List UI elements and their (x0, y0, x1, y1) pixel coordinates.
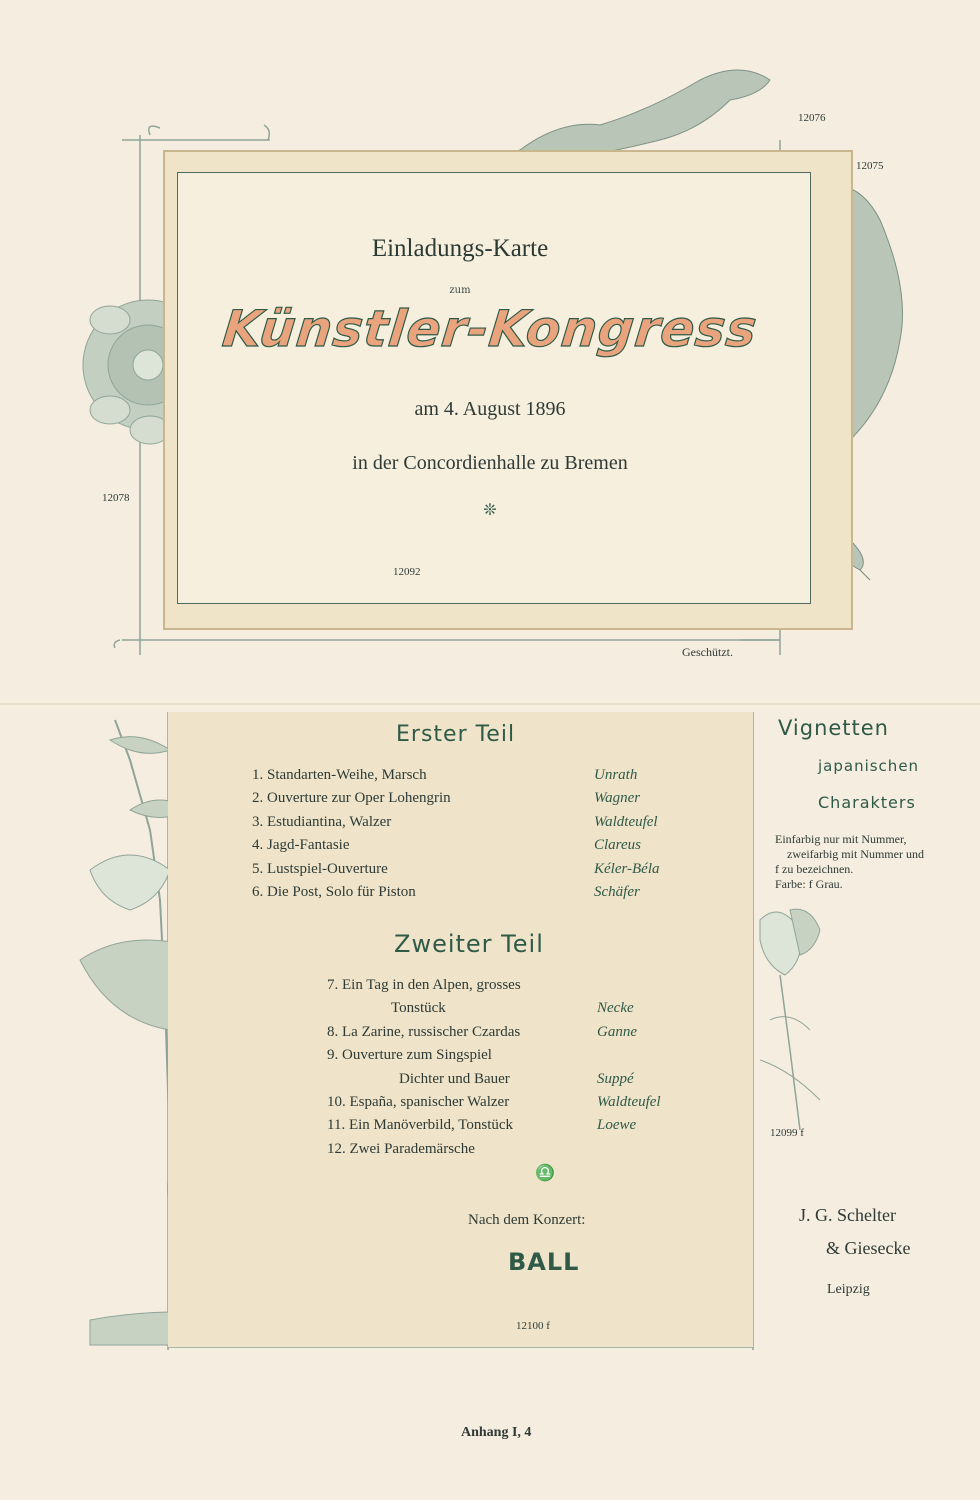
invitation-card (163, 150, 853, 630)
small-ornament-icon: ♎ (535, 1163, 555, 1182)
program-item-title: 5. Lustspiel-Ouverture (252, 860, 388, 877)
list-item (327, 1021, 707, 1044)
program-item-title: 2. Ouverture zur Oper Lohengrin (252, 790, 451, 807)
program-item-composer: Kéler-Béla (594, 860, 660, 877)
vignettes-note-3: f zu bezeichnen. (775, 862, 854, 876)
list-item (252, 834, 682, 857)
part1-list (252, 764, 682, 904)
vignettes-subheading-1: japanischen (818, 757, 920, 775)
list-item (252, 811, 682, 834)
part1-heading: Erster Teil (396, 722, 516, 747)
plate-number-12078: 12078 (102, 492, 130, 504)
list-item (327, 1138, 707, 1161)
plate-number-12100f: 12100 f (516, 1320, 550, 1332)
vignettes-subheading-2: Charakters (818, 793, 916, 812)
program-item-composer: Wagner (594, 790, 641, 807)
part2-list (327, 974, 707, 1161)
list-item (252, 858, 682, 881)
program-item-title: Tonstück (391, 1000, 446, 1017)
protected-note: Geschützt. (682, 645, 733, 659)
after-concert-text: Nach dem Konzert: (468, 1212, 586, 1228)
footer-appendix: Anhang I, 4 (461, 1425, 532, 1440)
program-item-composer: Clareus (594, 837, 641, 854)
program-item-composer: Waldteufel (594, 813, 658, 830)
program-item-composer: Unrath (594, 767, 638, 783)
ornament-star-icon: ❊ (483, 500, 497, 519)
program-item-composer: Suppé (597, 1070, 634, 1087)
publisher-city: Leipzig (827, 1282, 870, 1297)
plate-number-12076: 12076 (798, 112, 826, 124)
program-item-title: 11. Ein Manöverbild, Tonstück (327, 1117, 514, 1134)
vignettes-note-4: Farbe: f Grau. (775, 877, 843, 891)
program-item-composer: Schäfer (594, 883, 640, 900)
list-item (327, 1044, 707, 1067)
plate-number-12099f: 12099 f (770, 1127, 804, 1139)
list-item (327, 974, 707, 997)
program-item-title: Dichter und Bauer (399, 1070, 510, 1087)
program-item-title: 3. Estudiantina, Walzer (252, 813, 392, 830)
program-item-composer: Necke (597, 1000, 634, 1017)
list-item (252, 881, 682, 904)
main-title: Künstler-Kongress (219, 300, 761, 358)
plate-number-12092: 12092 (393, 566, 421, 578)
plate-number-12075: 12075 (856, 160, 884, 172)
ball-heading: BALL (508, 1248, 580, 1276)
vignettes-heading: Vignetten (778, 716, 889, 740)
invitation-title: Einladungs-Karte (371, 235, 549, 262)
event-date: am 4. August 1896 (414, 398, 566, 420)
list-item (327, 1068, 707, 1091)
program-item-composer: Waldteufel (597, 1093, 661, 1110)
program-item-title: 4. Jagd-Fantasie (252, 837, 350, 854)
publisher-line-2: & Giesecke (826, 1238, 911, 1258)
program-item-title: 7. Ein Tag in den Alpen, grosses (327, 977, 521, 993)
program-item-title: 9. Ouverture zum Singspiel (327, 1047, 492, 1064)
publisher-line-1: J. G. Schelter (799, 1205, 896, 1225)
program-item-title: 10. España, spanischer Walzer (327, 1093, 510, 1110)
list-item (327, 1114, 707, 1137)
list-item (327, 997, 707, 1020)
program-item-title: 12. Zwei Parademärsche (327, 1140, 475, 1157)
lotus-right-illustration (760, 909, 820, 1130)
vignettes-note-1: Einfarbig nur mit Nummer, (775, 832, 907, 846)
invitation-zum: zum (449, 285, 471, 296)
list-item (252, 764, 682, 787)
program-item-title: 1. Standarten-Weihe, Marsch (252, 767, 427, 783)
list-item (252, 787, 682, 810)
program-item-title: 8. La Zarine, russischer Czardas (327, 1023, 521, 1040)
event-place: in der Concordienhalle zu Bremen (352, 452, 628, 474)
vignettes-note-2: zweifarbig mit Nummer und (787, 847, 924, 861)
program-item-composer: Ganne (597, 1023, 637, 1040)
part2-heading: Zweiter Teil (394, 930, 544, 958)
list-item (327, 1091, 707, 1114)
program-item-composer: Loewe (597, 1117, 637, 1134)
program-item-title: 6. Die Post, Solo für Piston (252, 883, 416, 900)
